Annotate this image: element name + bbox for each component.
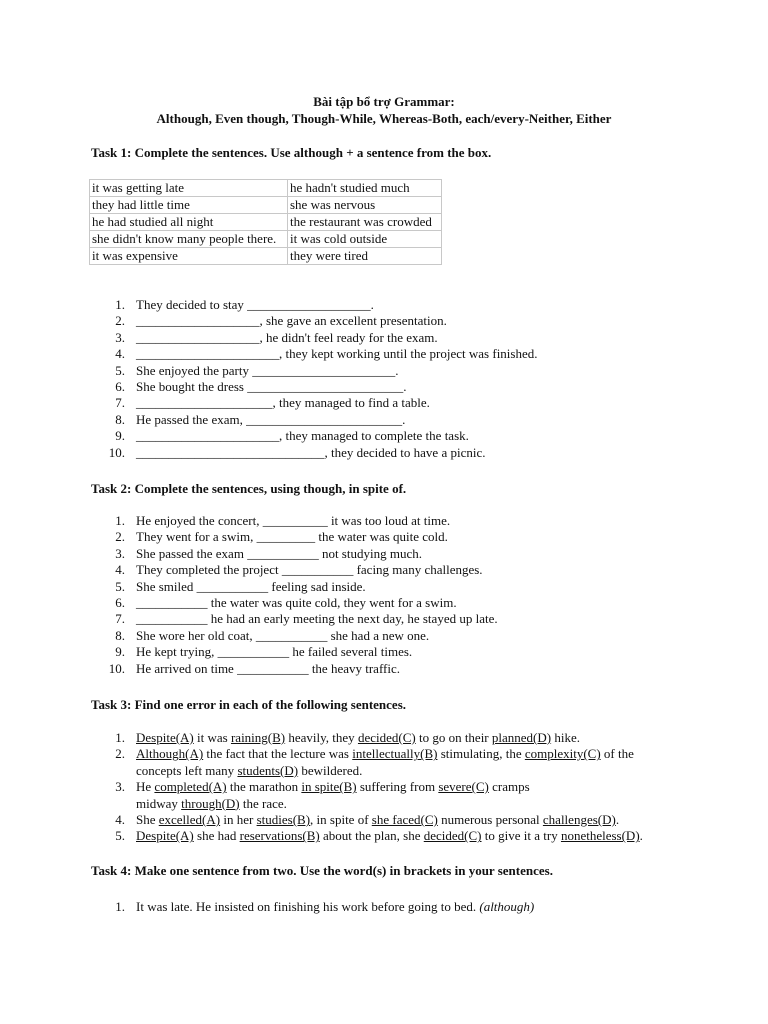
list-item [91, 730, 643, 746]
item-number: 3. [115, 329, 125, 345]
item-text: They decided to stay ___________________. [136, 297, 374, 312]
list-item [91, 428, 538, 444]
sentence-fragment: it was [193, 730, 231, 745]
box-row [90, 180, 442, 197]
task3-list [91, 730, 643, 845]
item-number: 1. [115, 513, 125, 528]
item-number: 3. [115, 545, 125, 561]
box-row [90, 248, 442, 265]
sentence-fragment: . [639, 828, 643, 844]
underlined-option: she faced(C) [371, 812, 438, 828]
box-cell: it was getting late [90, 180, 288, 197]
worksheet-title: Bài tập bổ trợ Grammar: [313, 94, 455, 109]
underlined-option: completed(A) [154, 779, 227, 795]
list-item [91, 529, 498, 545]
item-text: She wore her old coat, ___________ she had a new one. [136, 627, 430, 643]
item-text: ___________________, she gave an excellent presentation. [136, 313, 447, 329]
item-text-continued [136, 763, 362, 778]
item-text: ___________ the water was quite cold, they went for a swim. [136, 595, 457, 611]
item-number: 10. [108, 444, 125, 460]
list-item [91, 513, 498, 529]
item-text: She passed the exam ___________ not studying much. [136, 545, 422, 561]
item-text [136, 746, 634, 761]
box-cell: she was nervous [288, 197, 442, 214]
box-cell: they were tired [288, 248, 442, 265]
underlined-option: students(D) [237, 762, 299, 778]
box-cell: it was cold outside [288, 231, 442, 248]
list-item [91, 313, 538, 329]
box-row [90, 214, 442, 231]
list-item [91, 644, 498, 660]
list-item [91, 363, 538, 379]
item-text: ______________________, they kept working until the project was finished. [136, 346, 538, 362]
item-number: 4. [115, 562, 125, 578]
item-text [136, 730, 580, 745]
underlined-option: nonetheless(D) [560, 828, 640, 844]
underlined-option: through(D) [181, 795, 240, 811]
task1-sentence-box [89, 179, 442, 265]
worksheet-subtitle: Although, Even though, Though-While, Whereas-Both, each/every-Neither, Either [156, 111, 612, 126]
item-text: He arrived on time ___________ the heavy traffic. [136, 660, 401, 676]
item-number: 4. [115, 812, 125, 828]
underlined-option: Although(A) [136, 746, 204, 762]
sentence-fragment: of the [600, 746, 634, 762]
underlined-option: planned(D) [491, 730, 552, 745]
task2-heading: Task 2: Complete the sentences, using though, in spite of. [91, 481, 407, 496]
underlined-option: studies(B) [256, 812, 311, 828]
item-number: 6. [115, 379, 125, 395]
sentence-fragment: the marathon [226, 779, 302, 795]
underlined-option: challenges(D) [542, 812, 616, 828]
list-item [91, 445, 538, 461]
underlined-option: decided(C) [423, 828, 482, 844]
underlined-option: in spite(B) [301, 779, 357, 795]
list-item [91, 546, 498, 562]
task3-heading: Task 3: Find one error in each of the following sentences. [91, 697, 407, 712]
item-number: 2. [115, 313, 125, 329]
item-text [136, 828, 643, 843]
underlined-option: Despite(A) [136, 828, 194, 844]
item-number: 2. [115, 529, 125, 545]
sentence-fragment: cramps [488, 779, 530, 795]
item-number: 10. [108, 660, 125, 676]
item-text: She enjoyed the party ______________________. [136, 362, 399, 378]
item-text: He kept trying, ___________ he failed several times. [136, 644, 413, 660]
list-item [91, 562, 498, 578]
sentence-fragment: midway [136, 795, 182, 811]
task1-heading: Task 1: Complete the sentences. Use although + a sentence from the box. [91, 145, 492, 160]
item-text: ___________ he had an early meeting the next day, he stayed up late. [136, 611, 498, 627]
box-row [90, 197, 442, 214]
list-item [91, 628, 498, 644]
item-hint: (although) [479, 899, 535, 914]
sentence-fragment: hike. [551, 730, 580, 745]
item-text: He passed the exam, ________________________. [136, 411, 406, 427]
item-text: She bought the dress ________________________. [136, 379, 407, 395]
item-text: It was late. He insisted on finishing his work before going to bed. [136, 899, 480, 914]
sentence-fragment: heavily, they [285, 730, 358, 745]
item-text: They completed the project ___________ facing many challenges. [136, 562, 483, 578]
item-number: 1. [115, 899, 125, 914]
item-text: ______________________, they managed to complete the task. [136, 428, 469, 444]
box-cell: it was expensive [90, 248, 288, 265]
sentence-fragment: He [136, 779, 155, 795]
sentence-fragment: bewildered. [298, 762, 363, 778]
item-text [136, 779, 530, 794]
sentence-fragment: . [615, 812, 620, 828]
item-text-continued [136, 796, 287, 811]
list-item [91, 899, 534, 915]
item-text: _____________________, they managed to find a table. [136, 395, 430, 411]
box-cell: the restaurant was crowded [288, 214, 442, 231]
task4-heading: Task 4: Make one sentence from two. Use the word(s) in brackets in your sentences. [91, 863, 553, 878]
item-number: 3. [115, 779, 125, 795]
underlined-option: intellectually(B) [352, 746, 438, 762]
item-text: ___________________, he didn't feel ready for the exam. [136, 329, 438, 345]
underlined-option: decided(C) [357, 730, 416, 745]
sentence-fragment: about the plan, she [319, 828, 424, 844]
item-number: 2. [115, 746, 125, 762]
sentence-fragment: She [136, 812, 159, 828]
sentence-fragment: suffering from [356, 779, 439, 795]
task2-list [91, 513, 498, 677]
underlined-option: complexity(C) [524, 746, 601, 762]
item-text [136, 812, 619, 827]
box-cell: they had little time [90, 197, 288, 214]
list-item [91, 346, 538, 362]
sentence-fragment: concepts left many [136, 762, 238, 778]
sentence-fragment: stimulating, the [437, 746, 525, 762]
list-item [91, 746, 643, 779]
underlined-option: excelled(A) [158, 812, 221, 828]
task1-list [91, 297, 538, 461]
sentence-fragment: the race. [239, 795, 287, 811]
item-number: 5. [115, 578, 125, 594]
list-item [91, 812, 643, 828]
underlined-option: reservations(B) [239, 828, 320, 844]
list-item [91, 297, 538, 313]
box-row [90, 231, 442, 248]
sentence-fragment: numerous personal [437, 812, 543, 828]
list-item [91, 595, 498, 611]
item-text: _____________________________, they decided to have a picnic. [136, 444, 486, 460]
list-item [91, 661, 498, 677]
item-number: 9. [115, 428, 125, 444]
list-item [91, 412, 538, 428]
sentence-fragment: to give it a try [481, 828, 561, 844]
item-number: 5. [115, 362, 125, 378]
underlined-option: raining(B) [230, 730, 286, 745]
item-number: 7. [115, 611, 125, 627]
list-item [91, 395, 538, 411]
list-item [91, 379, 538, 395]
list-item [91, 579, 498, 595]
item-text: She smiled ___________ feeling sad inside. [136, 578, 366, 594]
list-item [91, 779, 643, 812]
item-number: 1. [115, 297, 125, 312]
sentence-fragment: the fact that the lecture was [203, 746, 353, 762]
sentence-fragment: , in spite of [310, 812, 372, 828]
task4-list [91, 899, 534, 915]
sentence-fragment: in her [220, 812, 257, 828]
underlined-option: Despite(A) [136, 730, 194, 745]
item-number: 8. [115, 411, 125, 427]
box-cell: he had studied all night [90, 214, 288, 231]
item-text: He enjoyed the concert, __________ it was too loud at time. [136, 513, 451, 528]
underlined-option: severe(C) [438, 779, 489, 795]
list-item [91, 330, 538, 346]
item-number: 8. [115, 627, 125, 643]
box-cell: he hadn't studied much [288, 180, 442, 197]
item-number: 4. [115, 346, 125, 362]
item-text: They went for a swim, _________ the water was quite cold. [136, 529, 448, 545]
item-number: 6. [115, 595, 125, 611]
list-item [91, 611, 498, 627]
item-number: 1. [115, 730, 125, 745]
box-cell: she didn't know many people there. [90, 231, 288, 248]
sentence-fragment: to go on their [415, 730, 492, 745]
item-number: 5. [115, 828, 125, 844]
item-number: 9. [115, 644, 125, 660]
sentence-fragment: she had [193, 828, 240, 844]
list-item [91, 828, 643, 844]
item-number: 7. [115, 395, 125, 411]
